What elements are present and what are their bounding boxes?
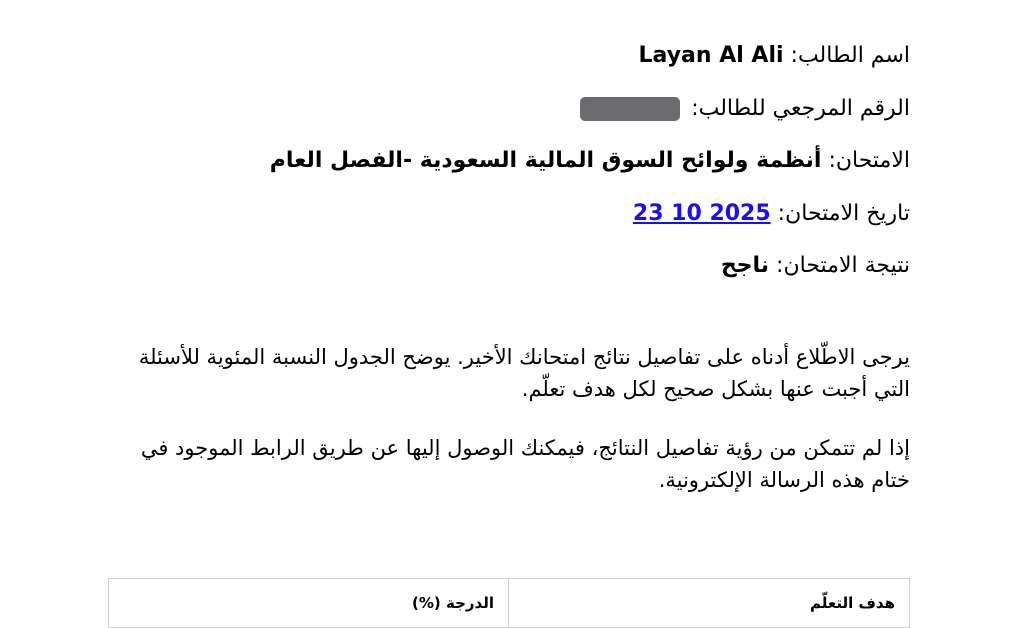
header-score: الدرجة (%) — [109, 579, 509, 628]
exam-label: الامتحان: — [828, 148, 910, 173]
exam-result-label: نتيجة الامتحان: — [776, 253, 910, 278]
redacted-block — [580, 97, 680, 121]
student-ref-label: الرقم المرجعي للطالب: — [691, 96, 910, 121]
table-header-row — [109, 579, 910, 628]
student-name-value: Layan Al Ali — [638, 43, 784, 68]
student-ref-line — [580, 94, 910, 124]
student-name-line — [639, 41, 911, 71]
exam-date-label: تاريخ الامتحان: — [777, 201, 910, 226]
exam-result-line — [721, 251, 910, 281]
student-name-label: اسم الطالب: — [790, 43, 910, 68]
exam-result-value: ناجح — [720, 253, 770, 278]
exam-value: أنظمة ولوائح السوق المالية السعودية -الفصل العام — [269, 148, 822, 173]
results-table — [108, 578, 910, 628]
exam-date-line — [633, 199, 910, 229]
header-learning-goal: هدف التعلّم — [509, 579, 910, 628]
exam-date-link[interactable]: 23 10 2025 — [632, 201, 771, 226]
exam-line — [270, 146, 910, 176]
intro-paragraph: يرجى الاطّلاع أدناه على تفاصيل نتائج امتحانك الأخير. يوضح الجدول النسبة المئوية للأسئلة التي أجبت عنها بشكل صحيح لكل هدف تعلّم. — [138, 345, 910, 401]
link-paragraph: إذا لم تتمكن من رؤية تفاصيل النتائج، فيمكنك الوصول إليها عن طريق الرابط الموجود في ختام هذه الرسالة الإلكترونية. — [140, 436, 910, 492]
